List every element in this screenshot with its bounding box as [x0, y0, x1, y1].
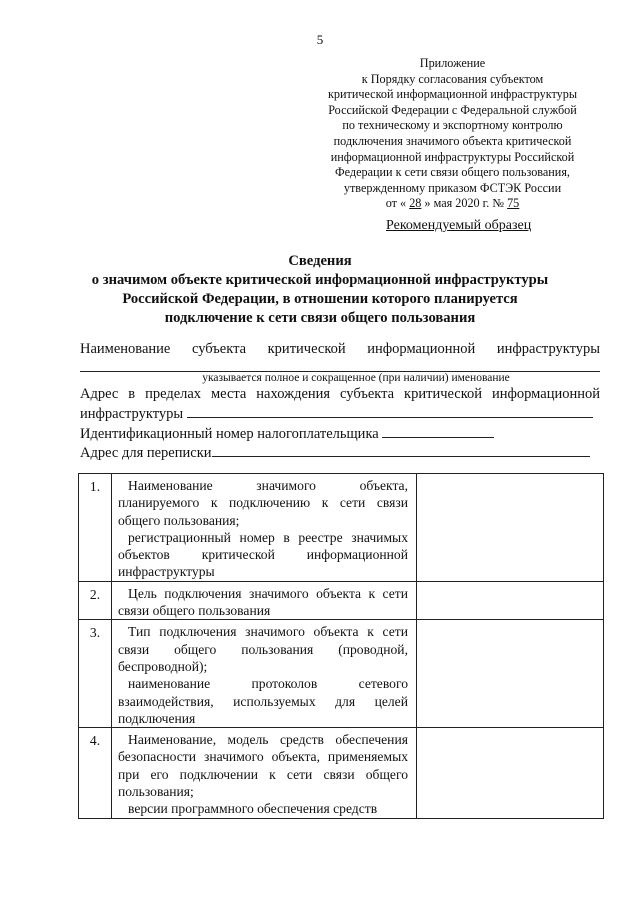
appendix-line: Приложение — [419, 56, 486, 70]
mail-row — [80, 444, 590, 462]
address-field — [187, 405, 593, 418]
appendix-date — [300, 196, 605, 212]
date-prefix: от « — [385, 196, 407, 211]
inn-field — [382, 425, 494, 438]
appendix-line: критической информационной инфраструктуры — [327, 87, 578, 102]
inn-row — [80, 425, 494, 443]
row-number: 4. — [79, 728, 112, 818]
row-description — [112, 728, 417, 818]
document-heading — [0, 252, 640, 328]
row-number: 2. — [79, 581, 112, 620]
row-description — [112, 581, 417, 620]
row-paragraph: Тип подключения значимого объекта к сети связи общего пользования (проводной, беспроводной); — [118, 624, 408, 674]
appendix-line: Российской Федерации с Федеральной службой — [328, 102, 577, 117]
appendix-line: утвержденному приказом ФСТЭК России — [343, 180, 562, 195]
appendix-line: Федерации к сети связи общего пользования, — [335, 165, 570, 180]
table-row — [79, 581, 604, 620]
table-row — [79, 728, 604, 818]
inn-label: Идентификационный номер налогоплательщика — [80, 426, 379, 442]
mail-label: Адрес для переписки — [80, 445, 212, 461]
order-number: 75 — [507, 196, 520, 211]
address-label: Адрес в пределах места нахождения субъекта критической информационной — [80, 386, 600, 402]
row-paragraph: версии программного обеспечения средств — [128, 801, 378, 817]
recommended-sample-label: Рекомендуемый образец — [386, 218, 532, 233]
appendix-line: к Порядку согласования субъектом — [361, 71, 544, 86]
row-paragraph: Цель подключения значимого объекта к сети связи общего пользования — [118, 585, 408, 619]
row-number: 1. — [79, 474, 112, 582]
appendix-line: информационной инфраструктуры Российской — [330, 149, 575, 164]
page-number: 5 — [316, 32, 324, 47]
heading-line: Сведения — [288, 253, 352, 269]
address-label-cont: инфраструктуры — [80, 405, 593, 423]
heading-line: Российской Федерации, в отношении которого планируется — [122, 291, 518, 307]
row-answer-cell — [417, 728, 604, 818]
appendix-block — [300, 56, 605, 212]
row-number: 3. — [79, 620, 112, 728]
info-table — [78, 473, 604, 819]
table-row — [79, 474, 604, 582]
date-mid: » мая 2020 г. № — [424, 196, 505, 211]
subject-name-caption: указывается полное и сокращенное (при наличии) именование — [202, 372, 510, 384]
subject-name-label: Наименование субъекта критической информационной инфраструктуры — [80, 341, 600, 357]
row-answer-cell — [417, 474, 604, 582]
row-answer-cell — [417, 620, 604, 728]
row-paragraph: регистрационный номер в реестре значимых объектов критической информационной инфраструктуры — [118, 529, 408, 580]
row-paragraph: Наименование значимого объекта, планируемого к подключению к сети связи общего пользования; — [118, 478, 408, 528]
table-row — [79, 620, 604, 728]
row-description — [112, 620, 417, 728]
row-description — [112, 474, 417, 582]
appendix-line: по техническому и экспортному контролю — [342, 118, 563, 133]
date-day: 28 — [409, 196, 422, 211]
heading-line: о значимом объекте критической информационной инфраструктуры — [91, 272, 549, 288]
heading-line: подключение к сети связи общего пользования — [164, 310, 476, 326]
mail-field — [212, 444, 590, 457]
row-answer-cell — [417, 581, 604, 620]
row-paragraph: Наименование, модель средств обеспечения безопасности значимого объекта, применяемых при его подключении к сети связи общего пользования; — [118, 732, 408, 800]
row-paragraph: наименование протоколов сетевого взаимодействия, используемых для целей подключения — [118, 676, 408, 726]
appendix-line: подключения значимого объекта критической — [333, 133, 572, 148]
